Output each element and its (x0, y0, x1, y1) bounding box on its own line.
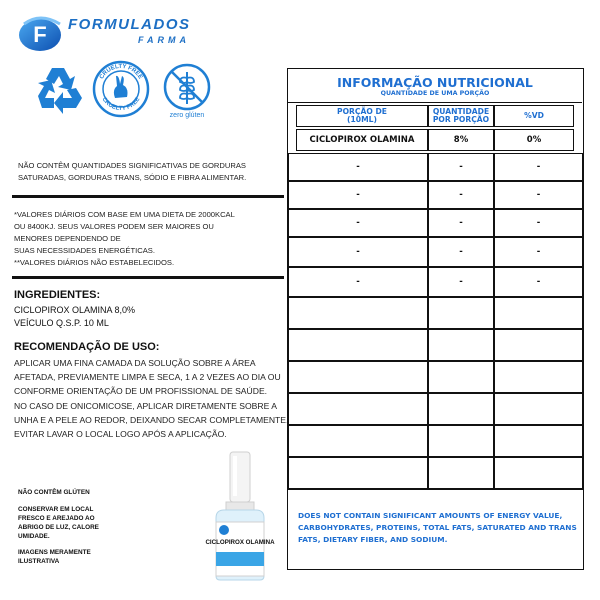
usage-line: AFETADA, PREVIAMENTE LIMPA E SECA, 1 A 2 VEZES AO DIA OU (14, 372, 281, 382)
column-header-portion: PORÇÃO DE (10ML) (296, 105, 428, 127)
row-quantity: - (428, 237, 494, 267)
empty-cell (494, 329, 583, 361)
row-name: - (288, 267, 428, 297)
row-vd: - (494, 267, 583, 297)
row-quantity: 8% (428, 129, 494, 151)
product-bottle-image (205, 452, 275, 580)
recycle-icon (30, 60, 88, 118)
images-note: IMAGENS MERAMENTE ILUSTRATIVA (18, 549, 91, 565)
table-bottom-rule (288, 489, 583, 490)
empty-cell (428, 457, 494, 489)
row-name: - (288, 181, 428, 209)
daily-values-note (14, 209, 284, 269)
empty-cell (494, 393, 583, 425)
empty-cell (494, 425, 583, 457)
ingredient-line: CICLOPIROX OLAMINA 8,0% (14, 305, 136, 315)
daily-values-line: SUAS NECESSIDADES ENERGÉTICAS. (14, 246, 155, 255)
column-header-vd: %VD (494, 105, 574, 127)
empty-cell (494, 297, 583, 329)
cruelty-free-icon (92, 60, 150, 118)
divider (12, 195, 284, 198)
usage-line: APLICAR UMA FINA CAMADA DA SOLUÇÃO SOBRE A ÁREA (14, 358, 256, 368)
ingredient-line: VEÍCULO Q.S.P. 10 ML (14, 318, 109, 328)
empty-cell (494, 457, 583, 489)
usage-line: EVITAR LAVAR O LOCAL LOGO APÓS A APLICAÇÃO. (14, 429, 227, 439)
brand-mark-icon (18, 10, 62, 54)
divider (12, 276, 284, 279)
gluten-free-note: NÃO CONTÊM GLÚTEN (18, 489, 90, 496)
table-title: INFORMAÇÃO NUTRICIONAL (337, 74, 533, 90)
row-vd: - (494, 181, 583, 209)
column-header-quantity: QUANTIDADE POR PORÇÃO (428, 105, 494, 127)
empty-cell (428, 393, 494, 425)
nutrition-claim: NÃO CONTÊM QUANTIDADES SIGNIFICATIVAS DE GORDURAS SATURADAS, GORDURAS TRANS, SÓDIO E FIBRA ALIMENTAR. (18, 161, 247, 182)
empty-cell (494, 361, 583, 393)
svg-text:CRUELTY FREE (101, 97, 142, 113)
bottle-label: CICLOPIROX OLAMINA (205, 539, 275, 546)
empty-cell (428, 297, 494, 329)
empty-cell (288, 393, 428, 425)
zero-gluten-text: zero glúten (169, 112, 205, 119)
daily-values-line: *VALORES DIÁRIOS COM BASE EM UMA DIETA DE 2000KCAL (14, 210, 235, 219)
empty-cell (428, 425, 494, 457)
usage-title: RECOMENDAÇÃO DE USO: (14, 341, 160, 353)
usage-line: UNHA E A PELE AO REDOR, DEIXANDO SECAR COMPLETAMENTE. (14, 415, 289, 425)
empty-cell (288, 329, 428, 361)
cruelty-free-bottom-text: CRUELTY FREE (100, 96, 142, 113)
daily-values-line: **VALORES DIÁRIOS NÃO ESTABELECIDOS. (14, 258, 175, 267)
usage-line: CONFORME ORIENTAÇÃO DE UM PROFISSIONAL DE SAÚDE. (14, 386, 268, 396)
empty-cell (288, 297, 428, 329)
nutrition-facts-table (287, 68, 584, 570)
row-vd: 0% (494, 129, 574, 151)
row-vd: - (494, 153, 583, 181)
row-quantity: - (428, 209, 494, 237)
english-nutrition-note: DOES NOT CONTAIN SIGNIFICANT AMOUNTS OF ENERGY VALUE, CARBOHYDRATES, PROTEINS, TOTAL FATS, SATURATED AND TRANS FATS, DIETARY FIBER, AND SODIUM. (298, 511, 577, 544)
daily-values-line: OU 8400KJ. SEUS VALORES PODEM SER MAIORES OU (14, 222, 214, 231)
row-vd: - (494, 237, 583, 267)
cruelty-free-top-text: CRUELTY FREE (98, 63, 144, 81)
row-quantity: - (428, 267, 494, 297)
row-quantity: - (428, 153, 494, 181)
row-quantity: - (428, 181, 494, 209)
brand-logo (18, 10, 258, 58)
table-header (288, 69, 582, 103)
usage-line: NO CASO DE ONICOMICOSE, APLICAR DIRETAMENTE SOBRE A (14, 401, 277, 411)
empty-cell (288, 361, 428, 393)
ingredients-title: INGREDIENTES: (14, 289, 101, 301)
empty-cell (428, 361, 494, 393)
brand-mark-letter: F (33, 22, 47, 47)
empty-cell (288, 457, 428, 489)
empty-cell (428, 329, 494, 361)
row-name: - (288, 209, 428, 237)
daily-values-line: MENORES DEPENDENDO DE (14, 234, 121, 243)
empty-cell (288, 425, 428, 457)
storage-note: CONSERVAR EM LOCAL FRESCO E AREJADO AO ABRIGO DE LUZ, CALORE UMIDADE. (18, 506, 99, 540)
brand-name: FORMULADOS (68, 16, 191, 33)
brand-sub: FARMA (138, 35, 190, 45)
row-name: - (288, 153, 428, 181)
table-subtitle: QUANTIDADE DE UMA PORÇÃO (380, 89, 490, 97)
row-name: - (288, 237, 428, 267)
zero-gluten-icon (158, 60, 216, 118)
row-vd: - (494, 209, 583, 237)
row-name: CICLOPIROX OLAMINA (296, 129, 428, 151)
